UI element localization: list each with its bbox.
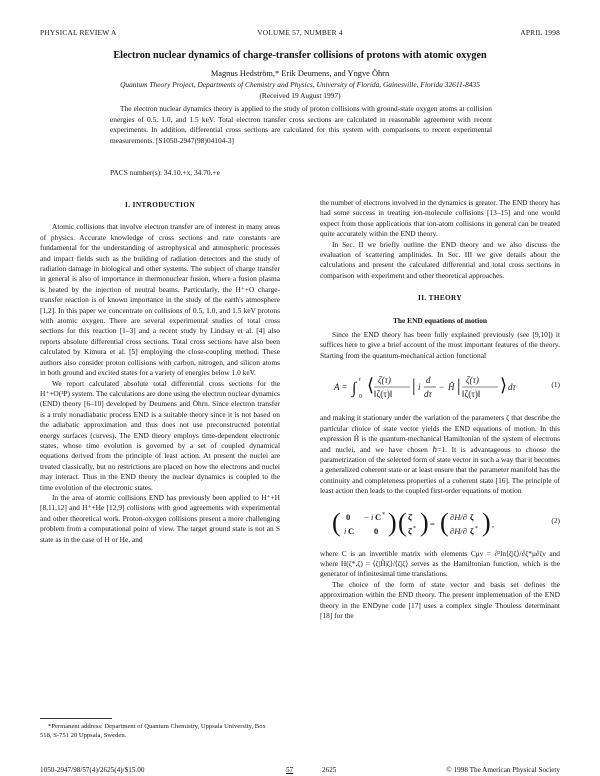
equation-number: (1) xyxy=(551,380,560,390)
svg-text:i: i xyxy=(418,382,421,393)
svg-text:=: = xyxy=(430,518,435,529)
affiliation: Quantum Theory Project, Departments of Chemistry and Physics, University of Florida, Gainesville, Florida 32611-8435 xyxy=(120,80,480,89)
svg-text:(: ( xyxy=(398,507,407,537)
svg-text:*: * xyxy=(382,511,385,518)
paragraph: We report calculated absolute total differential cross sections for the H⁺+O(³P) system. The calculations are done using the electron nuclear dynamics (END) theory [6–10] developed by Deumens and Öhrn. Since electron transfer is a truly nonadiabatic process END is a suitable theory since it is not based on the adiabatic approximation and thus does not use preconstructed potential energy surfaces (curves). The END theory employs time-dependent electronic states, whose time evolution is governed by a set of coupled dynamical equations derived from the principle of least action. At present the nuclei are treated classically, but no restrictions are placed on how the electrons and nuclei may interact. Thus in the END theory the nuclear dynamics is coupled to the time evolution of the electronic states. xyxy=(40,378,280,492)
svg-text:∫: ∫ xyxy=(352,380,357,398)
paragraph: where C is an invertible matrix with elements Cμν = ∂²ln⟨ζ|ζ⟩/∂ζ*μ∂ζν and where H(ζ*,ζ) = ⟨ζ|Ĥ|ζ⟩/⟨ζ|ζ⟩ serves as the Hamiltonian function, which is the generator of infinitesimal time translations. xyxy=(320,548,560,579)
svg-text:(: ( xyxy=(440,507,449,537)
equation-1 xyxy=(320,365,560,409)
svg-text:i: i xyxy=(371,511,374,522)
paragraph: Atomic collisions that involve electron transfer are of interest in many areas of physics. Accurate knowledge of cross sections and rate constants are fundamental for the understanding of astrophysical and atmospheric processes and impact fields such as the building of radiation detectors and the study of radiation damage in biological and other systems. The subject of charge transfer in general is also of importance in thermonuclear fusion, where a fusion plasma is heated by the injection of neutral beams. Particularly, the H⁺+O charge-transfer reaction is of known importance in the study of the earth's atmosphere [1,2]. In this paper we concentrate on collisions of 0.5, 1.0, and 1.5 keV protons with atomic oxygen. There are several experimental studies of total cross sections for this reaction [1–3] and a recent study by Lindsay et al. [4] also reports absolute differential cross sections. Total cross sections have also been calculated by Kimura et al. [5] employing the close-coupling method. These authors also consider proton collisions with carbon, nitrogen, and silicon atoms in both ground and excited states for a variety of energies below 1.0 keV. xyxy=(40,222,280,378)
svg-text:⟩: ⟩ xyxy=(500,375,508,396)
svg-text:): ) xyxy=(420,507,429,537)
svg-text:i: i xyxy=(344,525,347,536)
left-column xyxy=(40,200,280,545)
footnote: *Permanent address: Department of Quantum Chemistry, Uppsala University, Box 518, S-751 20 Uppsala, Sweden. xyxy=(40,723,266,740)
svg-text:ζ(τ): ζ(τ) xyxy=(466,375,479,386)
svg-text:Ĥ: Ĥ xyxy=(448,382,455,393)
svg-text:d: d xyxy=(426,375,431,386)
section-heading: II. THEORY xyxy=(418,294,462,303)
svg-text:*: * xyxy=(475,525,478,532)
right-column xyxy=(320,198,560,621)
paper-title: Electron nuclear dynamics of charge-transfer collisions of protons with atomic oxygen xyxy=(113,50,487,61)
svg-text:=: = xyxy=(342,382,348,393)
svg-text:⟨: ⟨ xyxy=(367,375,375,396)
footer-volume: 57 xyxy=(286,766,294,774)
svg-text:∂H/∂: ∂H/∂ xyxy=(450,511,467,522)
abstract: The electron nuclear dynamics theory is applied to the study of proton collisions with ground-state oxygen atoms at collision energies of 0.5, 1.0, and 1.5 keV. Total electron transfer cross sections are calculated in reasonable agreement with recent experiments. In addition, differential cross sections are calculated for this system with comparisons to recent experimental measurements. [S1050-2947(98)04104-3] xyxy=(110,104,492,145)
svg-text:ζ̇: ζ̇ xyxy=(408,525,412,536)
svg-text:−: − xyxy=(364,511,369,522)
journal-name: PHYSICAL REVIEW A xyxy=(40,28,117,37)
svg-text:t: t xyxy=(359,377,361,384)
subsection-heading: The END equations of motion xyxy=(392,315,488,325)
svg-text:|: | xyxy=(412,375,416,396)
svg-text:A: A xyxy=(334,382,340,393)
svg-text:∂H/∂: ∂H/∂ xyxy=(450,525,467,536)
equation-number: (2) xyxy=(551,515,560,525)
svg-text:0: 0 xyxy=(374,525,379,536)
copyright: © 1998 The American Physical Society xyxy=(446,766,560,774)
svg-text:ζ̇: ζ̇ xyxy=(408,511,412,522)
equations-of-motion-formula xyxy=(324,503,524,543)
svg-text:,: , xyxy=(492,518,495,529)
action-functional-formula xyxy=(324,367,524,407)
svg-text:0: 0 xyxy=(359,394,362,401)
svg-text:dτ: dτ xyxy=(508,382,516,393)
paragraph: the number of electrons involved in the dynamics is greater. The END theory has had some success in treating ion-molecule collisions [13–15] and one would expect from those applications that ion-atom collisions in general can be treated quite accurately within the END theory. xyxy=(320,198,560,239)
svg-text:): ) xyxy=(388,507,397,537)
volume-number: VOLUME 57, NUMBER 4 xyxy=(257,28,343,37)
page-number: 2625 xyxy=(322,766,337,774)
svg-text:ζ: ζ xyxy=(470,511,474,522)
svg-text:dτ: dτ xyxy=(424,389,432,400)
svg-text:C: C xyxy=(348,525,355,536)
svg-text:ζ: ζ xyxy=(470,525,474,536)
svg-text:C: C xyxy=(375,511,382,522)
footnote-rule xyxy=(40,718,112,719)
svg-text:‖ζ(τ)‖: ‖ζ(τ)‖ xyxy=(374,389,393,400)
pacs-numbers: PACS number(s): 34.10.+x, 34.70.+e xyxy=(110,168,220,177)
author-list: Magnus Hedström,* Erik Deumens, and Yngve Öhrn xyxy=(210,69,390,78)
svg-text:(: ( xyxy=(332,507,341,537)
svg-text:ζ(τ): ζ(τ) xyxy=(378,375,391,386)
paragraph: In the area of atomic collisions END has previously been applied to H⁺+H [8,11,12] and H⁺+He [12,9] collisions with good agreements with experimental and other theoretical work. Proton-oxygen collisions present a more challenging problem from a computational point of view. The target ground state is not an S state as in the case of H or He, and xyxy=(40,492,280,544)
svg-text:0: 0 xyxy=(346,511,351,522)
paragraph: The choice of the form of state vector and basis set defines the approximation within the END theory. The present implementation of the END theory in the ENDyne code [17] uses a complex single Thouless determinant [18] for the xyxy=(320,579,560,620)
svg-text:−: − xyxy=(439,382,445,393)
paragraph: In Sec. II we briefly outline the END theory and we also discuss the evaluation of scattering amplitudes. In Sec. III we give details about the calculations and present the calculated differential and total cross sections in comparison with experiment and other theoretical approaches. xyxy=(320,239,560,280)
received-date: (Received 19 August 1997) xyxy=(259,91,341,100)
issue-date: APRIL 1998 xyxy=(520,28,560,37)
paragraph: and making it stationary under the variation of the parameters ζ that describe the particular choice of state vector yields the END equations of motion. In this expression Ĥ is the quantum-mechanical Hamiltonian of the system of electrons and nuclei, and we have chosen ℏ=1. It is advantageous to choose the parametrization of the selected form of state vector in such a way that it becomes a generalized coherent state or at least ensure that the parameter manifold has the continuity and completeness properties of a coherent state [16]. The principle of least action then leads to the coupled first-order equations of motion xyxy=(320,413,560,496)
svg-text:|: | xyxy=(457,375,461,396)
svg-text:*: * xyxy=(413,525,416,532)
equation-2 xyxy=(320,501,560,545)
svg-text:‖ζ(τ)‖: ‖ζ(τ)‖ xyxy=(462,389,481,400)
section-heading: I. INTRODUCTION xyxy=(125,201,195,209)
paragraph: Since the END theory has been fully explained previously (see [9,10]) it suffices here to give a brief account of the most important features of the theory. Starting from the quantum-mechanical action functional xyxy=(320,330,560,360)
svg-text:): ) xyxy=(482,507,491,537)
footer-code: 1050-2947/98/57(4)/2625(4)/$15.00 xyxy=(40,766,145,774)
